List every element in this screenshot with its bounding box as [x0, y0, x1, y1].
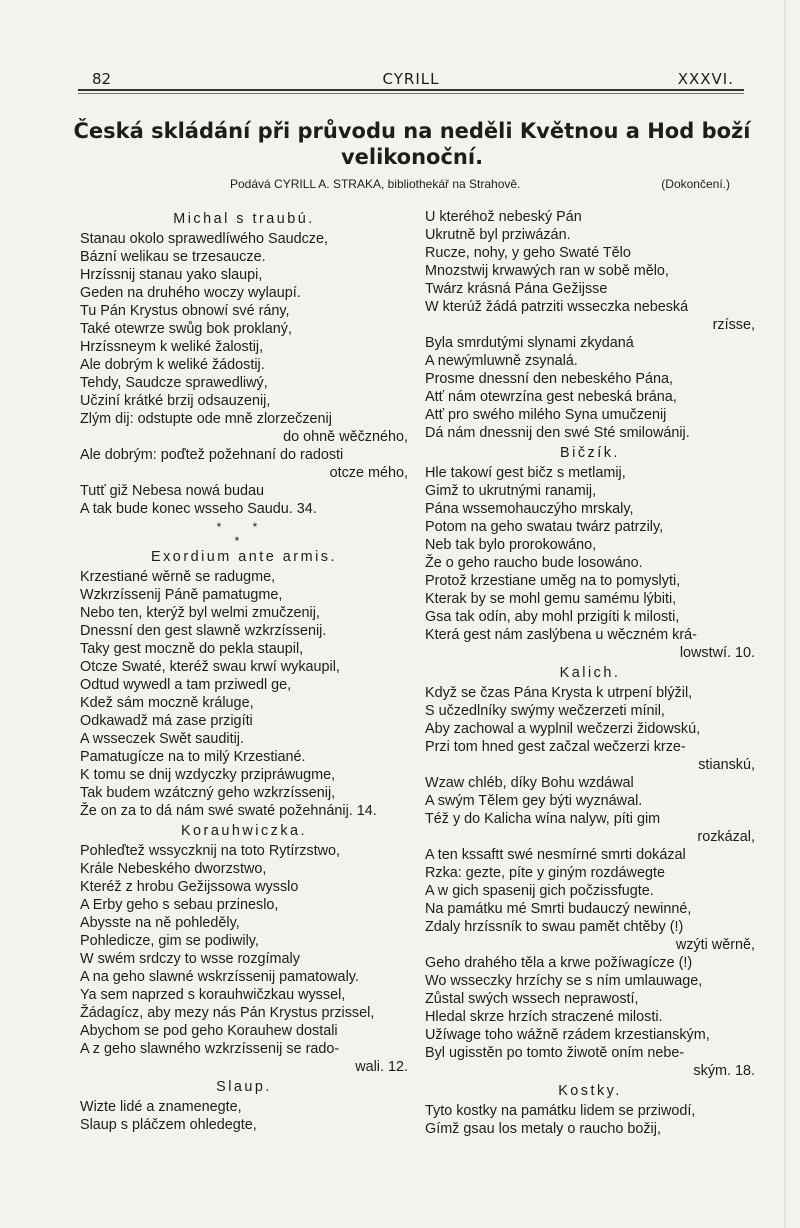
verse-line: Žádagícz, aby mezy nás Pán Krystus przissel,	[80, 1005, 375, 1021]
article-title-line-1: Česká skládání při průvodu na neděli Květnou a Hod boží	[73, 119, 751, 143]
verse-line: Krále Nebeského dworzstwo,	[80, 861, 267, 877]
verse-line: Wo wsseczky hrzíchy se s ním umlauwage,	[425, 973, 703, 989]
verse-line: Užíwage toho wážně rzádem krzestianským,	[425, 1027, 710, 1043]
verse-line: Tehdy, Saudcze sprawedliwý,	[80, 375, 268, 391]
section-heading: Bičzík.	[560, 445, 620, 461]
verse-line: do ohně wěčzného,	[283, 429, 408, 445]
verse-line: Dnessní den gest slawně wzkrzíssenij.	[80, 623, 327, 639]
verse-line: Otcze Swaté, kteréž swau krwí wykaupil,	[80, 659, 340, 675]
verse-line: Kteréž z hrobu Gežijssowa wysslo	[80, 879, 299, 895]
verse-line: Aby zachowal a wyplnil wečzerzi židowskú,	[425, 721, 701, 737]
verse-line: Že o geho raucho bude losowáno.	[425, 555, 643, 571]
verse-line: Tutť giž Nebesa nowá budau	[80, 483, 265, 499]
verse-line: Když se čzas Pána Krysta k utrpení blýžil,	[425, 685, 693, 701]
verse-line: Také otewrze swůg bok proklaný,	[80, 321, 292, 337]
verse-line: Rucze, nohy, y geho Swaté Tělo	[425, 245, 631, 261]
verse-line: Odtud wywedl a tam prziwedl ge,	[80, 677, 292, 693]
verse-line: Pohleďtež wssyczknij na toto Rytírzstwo,	[80, 843, 340, 859]
verse-line: Krzestiané wěrně se radugme,	[80, 569, 276, 585]
verse-line: Nebo ten, kterýž byl welmi zmučzenij,	[80, 605, 320, 621]
verse-line: Gimž to ukrutnými ranamij,	[425, 483, 597, 499]
section-heading: Kalich.	[559, 665, 621, 681]
verse-line: W kterúž žádá patrziti wsseczka nebeská	[425, 299, 689, 315]
verse-line: Stanau okolo sprawedlíwého Saudcze,	[80, 231, 328, 247]
verse-line: Zůstal swých wssech neprawostí,	[425, 991, 639, 1007]
verse-line: Wizte lidé a znamenegte,	[80, 1099, 242, 1115]
section-heading: Michal s traubú.	[173, 211, 315, 227]
verse-line: Gsa tak odín, aby mohl przigíti k milosti,	[425, 609, 680, 625]
verse-line: Gímž gsau los metaly o raucho božij,	[425, 1121, 661, 1137]
section-heading: Kostky.	[558, 1083, 622, 1099]
verse-line: Kdež sám moczně králuge,	[80, 695, 254, 711]
verse-line: Kterak by se mohl gemu samému lýbiti,	[425, 591, 677, 607]
verse-line: Geden na druhého woczy wylaupí.	[80, 285, 301, 301]
verse-line: rzísse,	[712, 317, 755, 333]
verse-line: A na geho slawné wskrzíssenij pamatowaly.	[80, 969, 359, 985]
verse-line: Pána wssemohauczýho mrskaly,	[425, 501, 634, 517]
verse-line: A ten kssaftt swé nesmírné smrti dokázal	[425, 847, 686, 863]
verse-line: Tak budem wzátczný geho wzkrzíssenij,	[80, 785, 336, 801]
verse-line: Byla smrdutými slynami zkydaná	[425, 335, 634, 351]
verse-line: Protož krzestiane uměg na to pomyslyti,	[425, 573, 681, 589]
verse-line: U kteréhož nebeský Pán	[425, 209, 582, 225]
verse-line: Hledal skrze hrzích straczené milosti.	[425, 1009, 663, 1025]
verse-line: Pamatugícze na to milý Krzestiané.	[80, 749, 306, 765]
verse-line: A z geho slawného wzkrzíssenij se rado-	[80, 1041, 340, 1057]
section-heading: Exordium ante armis.	[151, 549, 337, 565]
section-number: XXXVI.	[677, 70, 734, 88]
verse-line: Tu Pán Krystus obnowí své rány,	[80, 303, 290, 319]
verse-line: Též y do Kalicha wína nalyw, píti gim	[425, 811, 661, 827]
section-heading: Slaup.	[216, 1079, 272, 1095]
verse-line: A wsseczek Swět sauditij.	[80, 731, 244, 747]
verse-line: Tyto kostky na památku lidem se prziwodí,	[425, 1103, 696, 1119]
verse-line: Bázní welikau se trzesaucze.	[80, 249, 266, 265]
verse-line: rozkázal,	[697, 829, 755, 845]
verse-line: Przi tom hned gest začzal wečzerzi krze-	[425, 739, 686, 755]
verse-line: Ale dobrým k weliké žádostij.	[80, 357, 265, 373]
verse-line: Která gest nám zaslýbena u wěczném krá-	[425, 627, 697, 643]
verse-line: Slaup s pláčzem ohledegte,	[80, 1117, 257, 1133]
page-number: 82	[92, 70, 112, 88]
asterism: * *	[216, 520, 272, 534]
article-title-line-2: velikonoční.	[340, 145, 484, 169]
verse-line: Hle takowí gest bičz s metlamij,	[425, 465, 626, 481]
verse-line: Taky gest moczně do pekla staupil,	[80, 641, 304, 657]
verse-line: Ukrutně byl prziwázán.	[425, 227, 571, 243]
verse-line: lowstwí. 10.	[679, 645, 755, 661]
verse-line: Geho drahého těla a krwe požíwagícze (!)	[425, 955, 693, 971]
verse-line: W swém srdczy to wsse rozgímaly	[80, 951, 300, 967]
article-title	[62, 118, 762, 170]
verse-line: Zlým dij: odstupte ode mně zlorzečzenij	[80, 411, 332, 427]
verse-line: wali. 12.	[355, 1059, 408, 1075]
verse-line: A tak bude konec wsseho Saudu. 34.	[80, 501, 317, 517]
verse-line: A swým Tělem gey býti wyznáwal.	[425, 793, 643, 809]
verse-line: A w gich spasenij gich počzissfugte.	[425, 883, 654, 899]
verse-line: A Erby geho s sebau przineslo,	[80, 897, 279, 913]
verse-line: Wzkrzíssenij Páně pamatugme,	[80, 587, 283, 603]
verse-line: Neb tak bylo prorokowáno,	[425, 537, 597, 553]
verse-line: K tomu se dnij wzdyczky przipráwugme,	[80, 767, 336, 783]
byline: Podává CYRILL A. STRAKA, bibliothekář na Strahově.	[230, 177, 521, 191]
verse-line: ským. 18.	[693, 1063, 755, 1079]
header-rule-thin	[78, 93, 744, 94]
verse-line: Potom na geho swatau twárz patrzily,	[425, 519, 664, 535]
verse-line: Wzaw chléb, díky Bohu wzdáwal	[425, 775, 634, 791]
verse-line: S učzedlníky swýmy wečzerzeti mínil,	[425, 703, 665, 719]
verse-line: stianskú,	[698, 757, 755, 773]
verse-line: Zdaly hrzíssník to swau pamět chtěby (!)	[425, 919, 684, 935]
verse-line: Hrzíssnij stanau yako slaupi,	[80, 267, 263, 283]
verse-line: Abysste na ně pohleděly,	[80, 915, 240, 931]
section-heading: Korauhwiczka.	[180, 823, 308, 839]
verse-line: A newýmluwně zsynalá.	[425, 353, 578, 369]
verse-line: Odkawadž má zase przigíti	[80, 713, 253, 729]
verse-line: Atť pro swého milého Syna umučzenij	[425, 407, 667, 423]
right-column	[425, 208, 755, 1138]
asterism: *	[234, 534, 254, 548]
verse-line: Učziní krátké brzij odsauzenij,	[80, 393, 271, 409]
verse-line: Abychom se pod geho Korauhew dostali	[80, 1023, 338, 1039]
verse-line: Rzka: gezte, píte y giným rozdáwegte	[425, 865, 665, 881]
verse-line: Atť nám otewrzína gest nebeská brána,	[425, 389, 677, 405]
verse-line: Že on za to dá nám swé swaté požehnánij. 14.	[80, 803, 377, 819]
verse-line: Pohledicze, gim se podiwily,	[80, 933, 259, 949]
verse-line: Hrzíssneym k weliké žalostij,	[80, 339, 264, 355]
verse-line: Byl ugisstěn po tomto žiwotě oním nebe-	[425, 1045, 685, 1061]
verse-line: Ya sem naprzed s korauhwičzkau wyssel,	[80, 987, 346, 1003]
verse-line: Ale dobrým: poďtež požehnaní do radosti	[80, 447, 344, 463]
verse-line: Twárz krásná Pána Gežijsse	[425, 281, 608, 297]
verse-line: Prosme dnessní den nebeského Pána,	[425, 371, 674, 387]
verse-line: Mnozstwij krwawých ran w sobě mělo,	[425, 263, 669, 279]
verse-line: otcze mého,	[329, 465, 408, 481]
verse-line: Na památku mé Smrti budauczý newinné,	[425, 901, 692, 917]
left-column	[80, 208, 408, 1134]
running-title: CYRILL	[382, 70, 440, 88]
page-edge	[784, 0, 786, 1228]
header-rule	[78, 89, 744, 91]
verse-line: wzýti wěrně,	[675, 937, 755, 953]
continuation-note: (Dokončení.)	[661, 177, 730, 191]
verse-line: Dá nám dnessnij den swé Sté smilowánij.	[425, 425, 690, 441]
